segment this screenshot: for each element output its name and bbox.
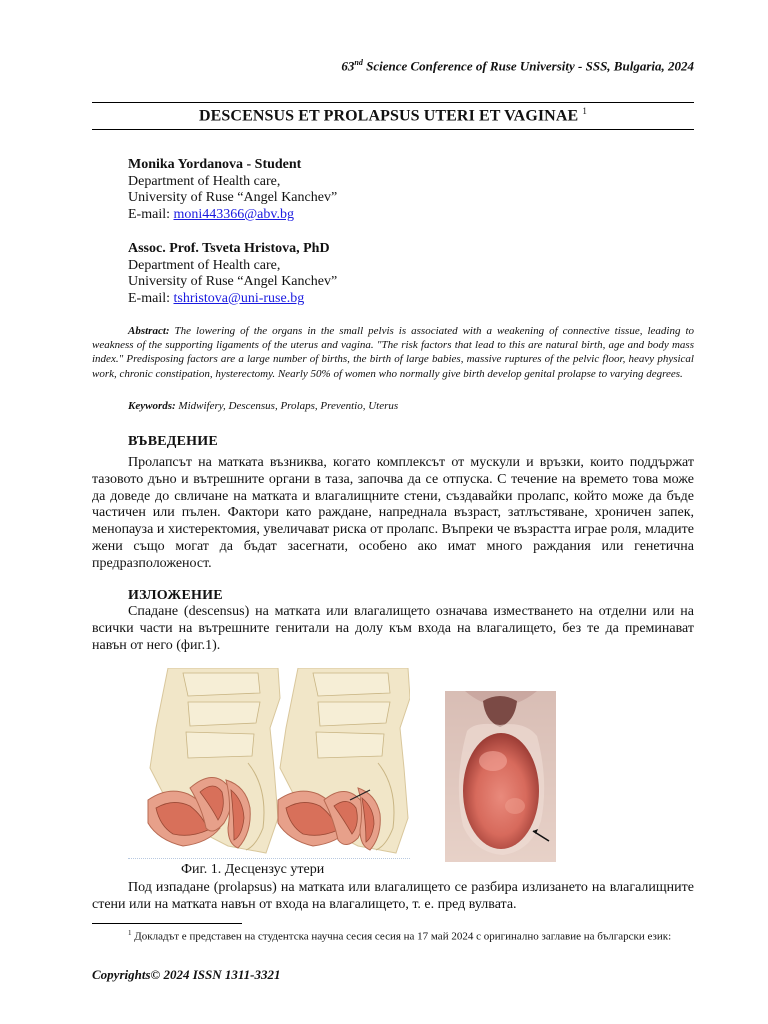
clinical-photo (445, 691, 556, 862)
author-name: Monika Yordanova - Student (128, 157, 302, 172)
pelvis-illustration-normal (148, 668, 280, 853)
abstract-text: The lowering of the organs in the small pelvis is associated with a weakening of connective tissue, leading to weakness of the supporting ligaments of the uterus and vagina. "The risk factors that lead to this are natural birth, age and body mass index." Predisposing factors are a large number of births, the birth of large babies, massive ruptures of the pelvic floor, heavy physical work, chronic constipation, hysterectomy. Nearly 50% of women who normally give birth develop genital prolapse to varying degrees. (92, 325, 694, 380)
figure-baseline (128, 858, 410, 859)
author-university: University of Ruse “Angel Kanchev” (128, 190, 338, 205)
author-email-line (128, 207, 337, 224)
clinical-photo-drawing (445, 691, 556, 862)
intro-paragraph: Пролапсът на матката възниква, когато комплексът от мускули и връзки, които поддържат тазовото дъно и вътрешните органи в таза, започва да се отпуска. С течение на времето това може да доведе до свличане на матката и влагалищните стени, създавайки пролапс, който може да бъде частичен или пълен. Фактори като раждане, напреднала възраст, затлъстяване, хроничен запек, менопауза и хистеректомия, увеличават риска от пролапс. Въпреки че възрастта играе роля, младите жени също могат да бъдат засегнати, особено ако имат много раждания или генетична предразположеност. (92, 455, 694, 571)
pelvis-illustration-descensus (278, 668, 410, 853)
footnote-rule (92, 923, 242, 924)
title-bottom-rule (92, 129, 694, 130)
figure-caption: Фиг. 1. Десцензус утери (181, 862, 325, 877)
author-email-link[interactable]: moni443366@abv.bg (173, 206, 294, 222)
section-heading-body: ИЗЛОЖЕНИЕ (128, 588, 223, 603)
section-heading-intro: ВЪВЕДЕНИЕ (128, 434, 218, 449)
conference-header (341, 58, 694, 74)
email-label: E-mail: (128, 290, 174, 306)
keywords-text: Midwifery, Descensus, Prolaps, Preventio, Uterus (175, 400, 399, 412)
author-department: Department of Health care, (128, 257, 281, 273)
keywords (128, 400, 398, 412)
email-label: E-mail: (128, 206, 174, 222)
footnote-mark: 1 (128, 929, 132, 937)
paper-title (92, 106, 694, 125)
conference-number: 63 (341, 58, 355, 74)
author-department: Department of Health care, (128, 173, 281, 189)
author-name: Assoc. Prof. Tsveta Hristova, PhD (128, 241, 330, 256)
footnote (92, 926, 694, 944)
title-top-rule (92, 102, 694, 103)
abstract-label: Abstract: (128, 325, 170, 337)
author-email-line (128, 291, 337, 308)
footnote-text: Докладът е представен на студентска научна сесия сесия на 17 май 2024 с оригинално заглавие на български език: (131, 930, 672, 943)
author-block-2 (128, 241, 337, 307)
pelvis-illustrations (128, 668, 410, 860)
conference-ordinal: nd (354, 58, 363, 67)
author-email-link[interactable]: tshristova@uni-ruse.bg (173, 290, 305, 306)
keywords-label: Keywords: (128, 400, 176, 412)
author-university: University of Ruse “Angel Kanchev” (128, 274, 338, 289)
paper-title-text: DESCENSUS ET PROLAPSUS UTERI ET VAGINAE (198, 107, 579, 125)
abstract (92, 324, 694, 381)
author-block-1 (128, 157, 337, 223)
conference-text: Science Conference of Ruse University - SSS, Bulgaria, 2024 (362, 58, 694, 74)
body-paragraph: Спадане (descensus) на матката или влагалището означава изместването на отделни или на всички части на вътрешните генитали на долу към входа на влагалището, без те да преминават навън от него (фиг.1). (92, 604, 694, 653)
title-footnote-mark: 1 (582, 106, 587, 116)
copyright-line: Copyrights© 2024 ISSN 1311-3321 (92, 967, 281, 982)
prolapse-paragraph: Под изпадане (prolapsus) на матката или влагалището се разбира излизането на влагалищните стени или на матката навън от входа на влагалището, т. е. пред вулвата. (92, 880, 694, 912)
